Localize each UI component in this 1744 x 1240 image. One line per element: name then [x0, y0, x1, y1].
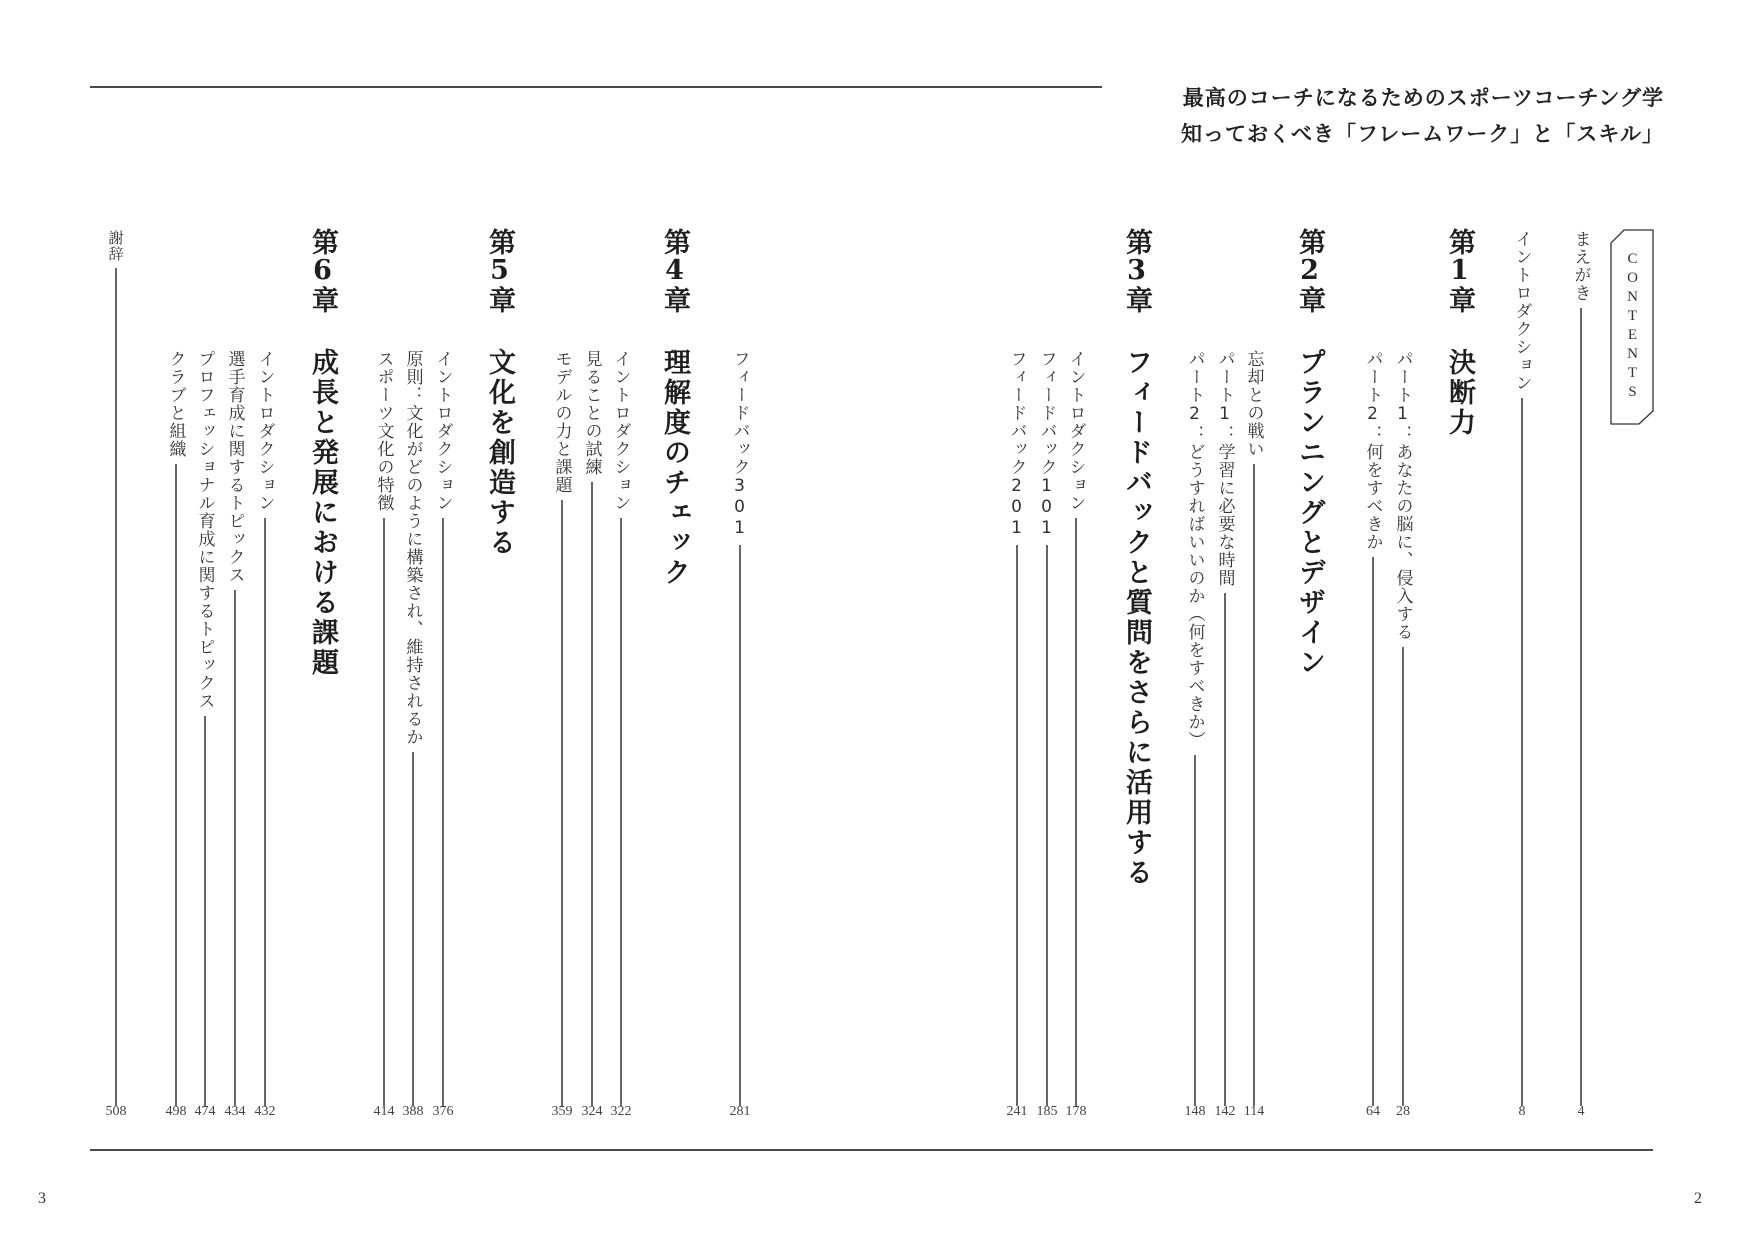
- entry-label: 見ることの試練: [581, 350, 602, 476]
- entry-label: イントロダクション: [432, 350, 453, 512]
- page-number: 178: [1065, 1104, 1087, 1119]
- page-number: 474: [194, 1104, 216, 1119]
- leader-line: [115, 268, 117, 1106]
- entry-label: パート2：どうすればいいのか（何をすべきか）: [1184, 350, 1205, 749]
- book-title: [1181, 80, 1664, 152]
- toc-entry-introduction[interactable]: [1510, 230, 1534, 1106]
- leader-line: [1046, 545, 1048, 1106]
- entry-label: イントロダクション: [1065, 350, 1086, 512]
- page-number: 434: [224, 1104, 246, 1119]
- page-number: 498: [165, 1104, 187, 1119]
- toc-entry-ch4-introduction[interactable]: [609, 350, 633, 1106]
- toc-entry-ch6-professional-dev[interactable]: [193, 350, 217, 1106]
- entry-label: イントロダクション: [1511, 230, 1532, 392]
- entry-label: パート2：何をすべきか: [1362, 350, 1383, 551]
- leader-line: [1253, 464, 1255, 1106]
- entry-label: モデルの力と課題: [551, 350, 572, 494]
- leader-line: [1521, 398, 1523, 1106]
- toc-entry-feedback301[interactable]: [728, 350, 752, 1106]
- page-number: 4: [1577, 1104, 1585, 1119]
- page-number: 28: [1396, 1104, 1410, 1119]
- leader-line: [383, 518, 385, 1106]
- entry-label: イントロダクション: [254, 350, 275, 512]
- entry-label: 忘却との戦い: [1243, 350, 1264, 458]
- page-number: 148: [1184, 1104, 1206, 1119]
- top-rule: [90, 86, 1102, 88]
- toc-entry-ch3-feedback201[interactable]: [1005, 350, 1029, 1106]
- leader-line: [739, 545, 741, 1106]
- page-number: 376: [432, 1104, 454, 1119]
- chapter-2-number: 第2章: [1294, 228, 1325, 313]
- entry-label: スポーツ文化の特徴: [373, 350, 394, 512]
- page-number: 414: [373, 1104, 395, 1119]
- leader-line: [264, 518, 266, 1106]
- chapter-4-number: 第4章: [659, 228, 690, 313]
- entry-label: 原則：文化がどのように構築され、維持されるか: [402, 350, 423, 746]
- chapter-5-number: 第5章: [484, 228, 515, 313]
- bottom-rule: [90, 1149, 1653, 1151]
- leader-line: [1402, 647, 1404, 1106]
- leader-line: [591, 482, 593, 1106]
- leader-line: [442, 518, 444, 1106]
- toc-entry-ch6-introduction[interactable]: [253, 350, 277, 1106]
- folio-left: 3: [38, 1190, 46, 1207]
- chapter-6-title[interactable]: 成長と発展における課題: [307, 348, 338, 678]
- toc-entry-ch5-principle[interactable]: [401, 350, 425, 1106]
- leader-line: [1580, 308, 1582, 1106]
- toc-entry-ch5-sports-culture[interactable]: [372, 350, 396, 1106]
- toc-entry-ch6-clubs[interactable]: [164, 350, 188, 1106]
- leader-line: [561, 500, 563, 1106]
- chapter-1-number: 第1章: [1444, 228, 1475, 313]
- entry-label: プロフェッショナル育成に関するトピックス: [194, 350, 215, 710]
- leader-line: [1194, 755, 1196, 1106]
- page-number: 8: [1518, 1104, 1526, 1119]
- leader-line: [1224, 593, 1226, 1106]
- toc-entry-ch4-seeing[interactable]: [580, 350, 604, 1106]
- page-number: 324: [581, 1104, 603, 1119]
- chapter-2-title[interactable]: プランニングとデザイン: [1294, 348, 1325, 678]
- page-number: 114: [1243, 1104, 1265, 1119]
- toc-entry-ch2-part2[interactable]: [1183, 350, 1207, 1106]
- page-number: 359: [551, 1104, 573, 1119]
- leader-line: [175, 464, 177, 1106]
- toc-entry-ch2-part1[interactable]: [1213, 350, 1237, 1106]
- leader-line: [620, 518, 622, 1106]
- page-number: 185: [1036, 1104, 1058, 1119]
- page-number: 388: [402, 1104, 424, 1119]
- leader-line: [204, 716, 206, 1106]
- toc-entry-ch6-athlete-dev[interactable]: [223, 350, 247, 1106]
- contents-label: CONTENTS: [1624, 251, 1641, 403]
- page-number: 508: [105, 1104, 127, 1119]
- chapter-1-title[interactable]: 決断力: [1444, 348, 1475, 438]
- toc-entry-ch3-introduction[interactable]: [1064, 350, 1088, 1106]
- entry-label: イントロダクション: [610, 350, 631, 512]
- page-number: 322: [610, 1104, 632, 1119]
- entry-label: フィードバック301: [729, 350, 750, 539]
- leader-line: [412, 752, 414, 1106]
- leader-line: [1075, 518, 1077, 1106]
- chapter-4-title[interactable]: 理解度のチェック: [659, 348, 690, 588]
- folio-right: 2: [1694, 1190, 1702, 1207]
- entry-label: パート1：あなたの脳に、侵入する: [1392, 350, 1413, 641]
- page-number: 142: [1214, 1104, 1236, 1119]
- page-number: 432: [254, 1104, 276, 1119]
- chapter-5-title[interactable]: 文化を創造する: [484, 348, 515, 558]
- page-number: 64: [1366, 1104, 1380, 1119]
- contents-badge: [1610, 229, 1654, 425]
- toc-entry-preface[interactable]: [1569, 230, 1593, 1106]
- leader-line: [1372, 557, 1374, 1106]
- toc-entry-ch4-model[interactable]: [550, 350, 574, 1106]
- chapter-3-title[interactable]: フィードバックと質問をさらに活用する: [1121, 348, 1152, 888]
- entry-label: まえがき: [1570, 230, 1591, 302]
- chapter-6-number: 第6章: [307, 228, 338, 313]
- book-title-line-1: 最高のコーチになるためのスポーツコーチング学: [1182, 86, 1664, 110]
- toc-entry-ch5-introduction[interactable]: [431, 350, 455, 1106]
- chapter-3-number: 第3章: [1121, 228, 1152, 313]
- toc-entry-ch1-part1[interactable]: [1391, 350, 1415, 1106]
- entry-label: パート1：学習に必要な時間: [1214, 350, 1235, 587]
- leader-line: [234, 590, 236, 1106]
- entry-label: フィードバック201: [1006, 350, 1027, 539]
- book-title-line-2: 知っておくべき「フレームワーク」と「スキル」: [1181, 122, 1664, 146]
- page-number: 281: [729, 1104, 751, 1119]
- entry-label: 謝辞: [106, 230, 125, 262]
- toc-entry-ch2-forgetting[interactable]: [1242, 350, 1266, 1106]
- toc-entry-ch1-part2[interactable]: [1361, 350, 1385, 1106]
- toc-entry-ch3-feedback101[interactable]: [1035, 350, 1059, 1106]
- entry-label: フィードバック101: [1036, 350, 1057, 539]
- entry-label: クラブと組織: [165, 350, 186, 458]
- leader-line: [1016, 545, 1018, 1106]
- page-number: 241: [1006, 1104, 1028, 1119]
- entry-label: 選手育成に関するトピックス: [224, 350, 245, 584]
- toc-entry-acknowledgements[interactable]: [104, 230, 128, 1106]
